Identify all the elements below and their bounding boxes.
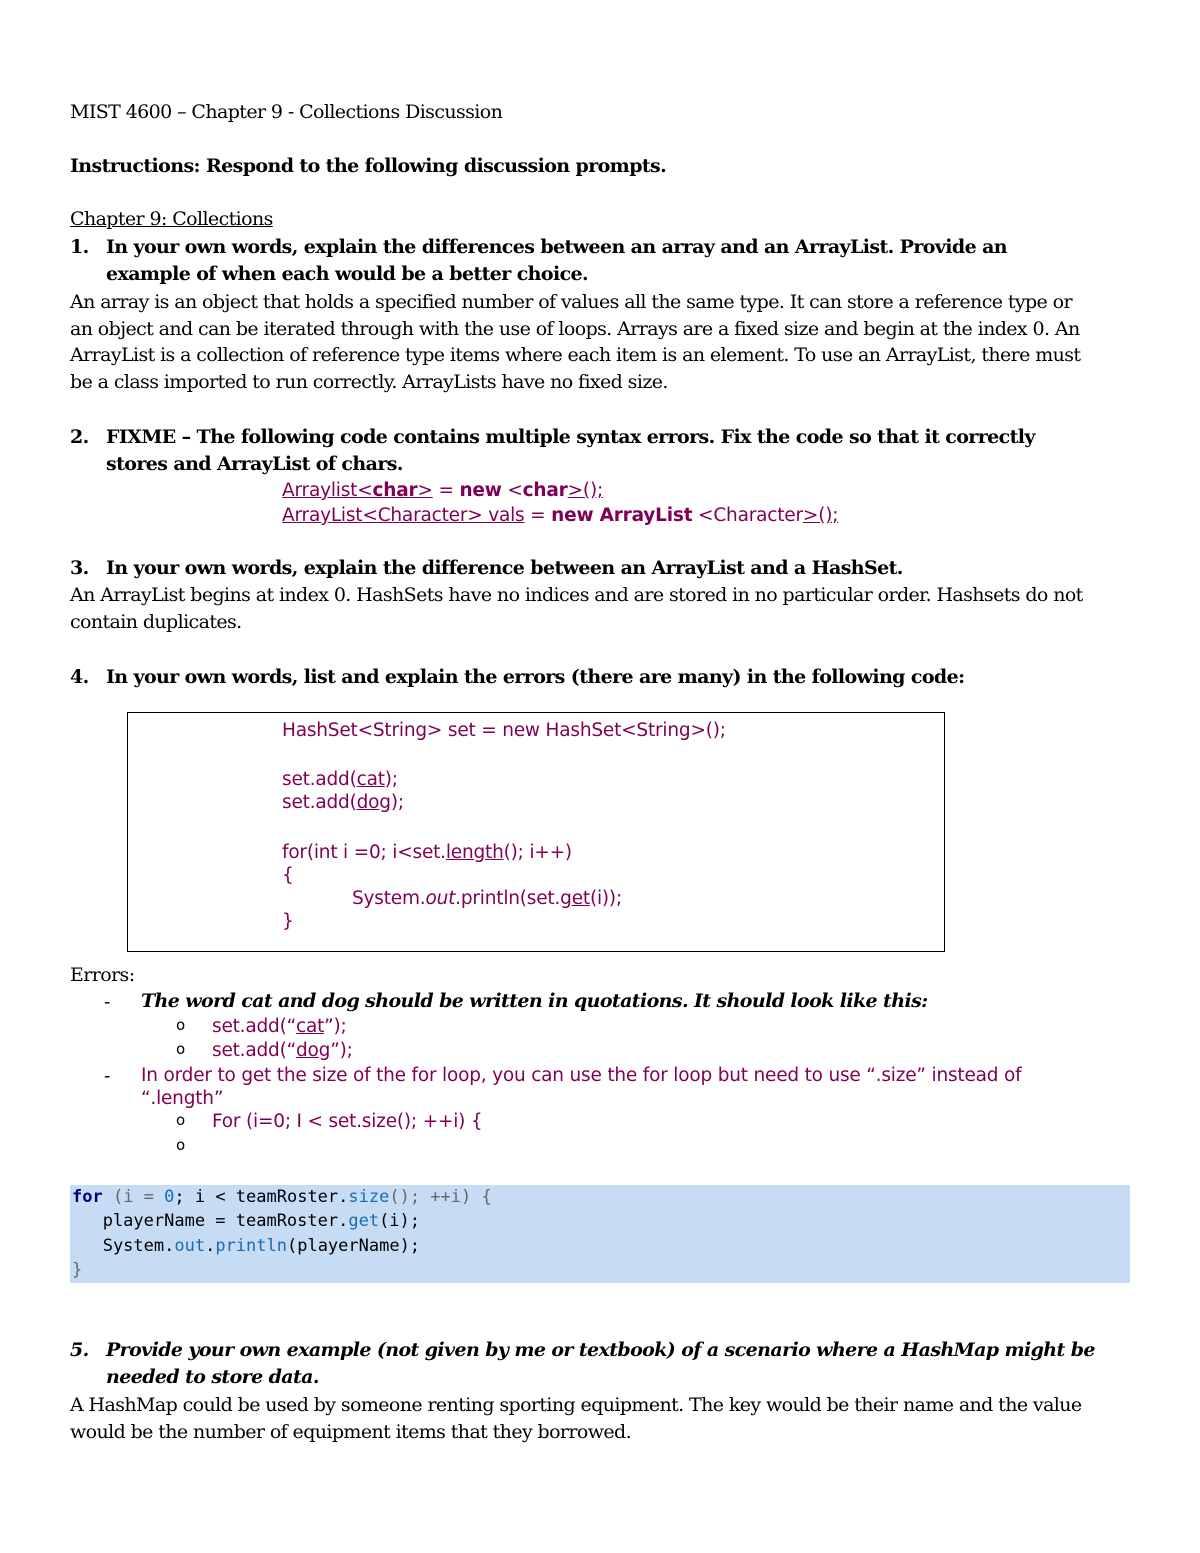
code-token: set.add( <box>282 769 357 790</box>
code-token: (i); <box>379 1211 421 1231</box>
code-line <box>352 887 622 910</box>
code-token: (); ++i) { <box>389 1187 492 1207</box>
instructions: Instructions: Respond to the following discussion prompts. <box>70 155 667 177</box>
answer-1 <box>70 289 1080 395</box>
error-1-fix-1 <box>212 1015 347 1039</box>
code-token: > <box>467 505 483 526</box>
code-token: < <box>692 505 714 526</box>
code-token: > <box>567 480 583 501</box>
code-line <box>282 768 398 791</box>
question-2-line-1: FIXME – The following code contains multiple syntax errors. Fix the code so that it correctly <box>106 426 1035 448</box>
code-token: size <box>348 1187 390 1207</box>
answer-line: An array is an object that holds a specified number of values all the same type. It can store a reference type or <box>70 291 1072 313</box>
code-token: .println(set. <box>455 888 561 909</box>
code-token: char <box>372 480 418 501</box>
code-line: } <box>282 911 294 932</box>
code-token: char <box>522 480 568 501</box>
code-token: = <box>524 505 552 526</box>
section-heading: Chapter 9: Collections <box>70 208 273 230</box>
sub-bullet: o <box>176 1040 185 1058</box>
answer-line: ArrayList is a collection of reference type items where each item is an element. To use an ArrayList, there must <box>70 344 1081 366</box>
question-number: 5. <box>70 1339 89 1361</box>
code-token: new ArrayList <box>551 505 693 526</box>
code-line: } <box>72 1260 83 1280</box>
code-token: (); i++) <box>503 842 572 863</box>
code-token: . <box>205 1236 216 1256</box>
question-number: 2. <box>70 426 89 448</box>
code-token: for <box>72 1187 103 1207</box>
highlighted-code-block <box>70 1185 1130 1283</box>
question-1 <box>70 234 1007 288</box>
code-token: ; i < teamRoster. <box>174 1187 349 1207</box>
error-2-line-1: In order to get the size of the for loop, you can use the for loop but need to use “.size” instead of <box>141 1065 1022 1086</box>
question-2 <box>70 424 1035 478</box>
error-2-line-2: “.length” <box>141 1088 224 1109</box>
question-1-line-2: example of when each would be a better choice. <box>106 263 589 285</box>
error-2-fix-1: For (i=0; I < set.size(); ++i) { <box>212 1111 483 1132</box>
code-token: new <box>459 480 502 501</box>
answer-3 <box>70 582 1083 635</box>
question-1-line-1: In your own words, explain the differences between an array and an ArrayList. Provide an <box>106 236 1008 258</box>
sub-bullet: o <box>176 1111 185 1129</box>
code-token: cat <box>295 1016 325 1037</box>
question-2-line-2: stores and ArrayList of chars. <box>106 453 403 475</box>
code-token: dog <box>295 1040 331 1061</box>
question-5-line-1: Provide your own example (not given by me or textbook) of a scenario where a HashMap might be <box>106 1339 1095 1361</box>
errors-label: Errors: <box>70 964 135 986</box>
code-token: = <box>432 480 460 501</box>
question-3 <box>70 555 903 582</box>
code-token: (playerName); <box>286 1236 421 1256</box>
sub-bullet: o <box>176 1136 185 1154</box>
code-line: HashSet<String> set = new HashSet<String>(); <box>282 720 726 741</box>
answer-line: an object and can be iterated through with the use of loops. Arrays are a fixed size and begin at the index 0. An <box>70 317 1080 340</box>
code-token: set.add(“ <box>212 1016 296 1037</box>
code-token: > <box>417 480 433 501</box>
code-token: get <box>348 1211 380 1231</box>
code-token: < <box>362 505 378 526</box>
code-line <box>72 1209 420 1234</box>
code-token: dog <box>356 792 391 813</box>
question-4 <box>70 664 965 691</box>
question-5-line-2: needed to store data. <box>106 1366 319 1388</box>
code-token: ); <box>390 792 404 813</box>
answer-line: be a class imported to run correctly. ArrayLists have no fixed size. <box>70 370 668 393</box>
code-token: println <box>215 1236 287 1256</box>
error-1: The word cat and dog should be written in quotations. It should look like this: <box>141 990 928 1012</box>
code-token: for(int i =0; i<set. <box>282 842 446 863</box>
code-box <box>127 712 945 952</box>
code-token: Arraylist <box>282 480 358 501</box>
code-line: { <box>282 865 294 886</box>
code-line <box>72 1234 420 1259</box>
code-token: (); <box>582 480 603 501</box>
code-line-2 <box>282 504 838 528</box>
code-token: out <box>425 888 456 909</box>
code-token: Character <box>713 505 803 526</box>
code-token: playerName = teamRoster. <box>72 1211 349 1231</box>
code-token: (i)); <box>589 888 622 909</box>
code-token: ); <box>384 769 398 790</box>
code-token: > <box>802 505 819 526</box>
code-token: cat <box>356 769 385 790</box>
code-line <box>72 1185 492 1210</box>
code-token: System. <box>352 888 426 909</box>
code-token: set.add( <box>282 792 357 813</box>
code-token: ”); <box>324 1016 347 1037</box>
code-token: < <box>357 480 373 501</box>
answer-line: contain duplicates. <box>70 610 242 633</box>
document-title: MIST 4600 – Chapter 9 - Collections Discussion <box>70 101 503 123</box>
code-token: ”); <box>330 1040 353 1061</box>
code-token: get <box>560 888 590 909</box>
error-1-fix-2 <box>212 1039 353 1063</box>
code-token: out <box>174 1236 206 1256</box>
code-line <box>282 841 572 864</box>
answer-line: A HashMap could be used by someone renting sporting equipment. The key would be their name and the value <box>70 1394 1082 1416</box>
question-number: 4. <box>70 666 89 688</box>
code-token: 0 <box>164 1187 175 1207</box>
code-token: (i = <box>102 1187 165 1207</box>
question-number: 1. <box>70 236 89 258</box>
sub-bullet: o <box>176 1016 185 1034</box>
code-token: vals <box>482 505 525 526</box>
answer-5 <box>70 1392 1082 1445</box>
code-line <box>282 791 404 814</box>
code-line-1 <box>282 479 603 503</box>
bullet-dash: - <box>104 991 110 1013</box>
question-5 <box>70 1337 1095 1391</box>
question-number: 3. <box>70 557 89 579</box>
code-token: < <box>501 480 523 501</box>
code-token: set.add(“ <box>212 1040 296 1061</box>
bullet-dash: - <box>104 1065 110 1087</box>
answer-line: An ArrayList begins at index 0. HashSets have no indices and are stored in no particular order. Hashsets do not <box>70 584 1083 606</box>
code-token: Character <box>377 505 468 526</box>
code-token: ArrayList <box>282 505 363 526</box>
code-token: length <box>445 842 504 863</box>
code-token: System. <box>72 1236 175 1256</box>
answer-line: would be the number of equipment items that they borrowed. <box>70 1420 632 1443</box>
question-3-line-1: In your own words, explain the difference between an ArrayList and a HashSet. <box>106 557 903 579</box>
code-token: (); <box>818 505 839 526</box>
question-4-line-1: In your own words, list and explain the errors (there are many) in the following code: <box>106 666 965 688</box>
